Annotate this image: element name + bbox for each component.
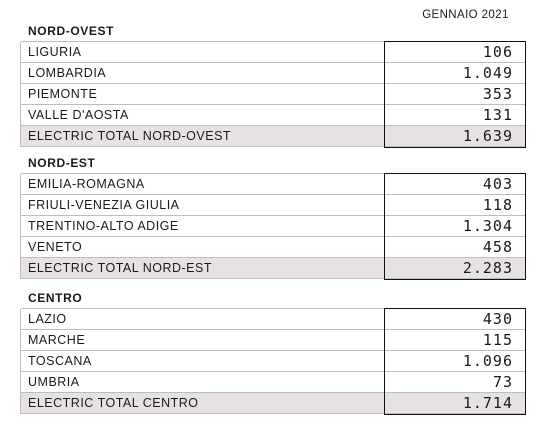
region-table	[21, 308, 525, 414]
region-label: EMILIA-ROMAGNA	[28, 177, 145, 191]
table-row	[21, 105, 525, 126]
total-label: ELECTRIC TOTAL CENTRO	[28, 396, 199, 410]
table-row	[21, 309, 525, 330]
region-value: 353	[482, 85, 513, 103]
region-label: LIGURIA	[28, 45, 82, 59]
region-label: TRENTINO-ALTO ADIGE	[28, 219, 179, 233]
section-nord-est	[21, 153, 525, 279]
section-title: NORD-OVEST	[28, 24, 115, 38]
total-label: ELECTRIC TOTAL NORD-EST	[28, 261, 212, 275]
total-value: 2.283	[462, 259, 513, 277]
region-value: 1.096	[462, 352, 513, 370]
total-label: ELECTRIC TOTAL NORD-OVEST	[28, 129, 232, 143]
region-label: LOMBARDIA	[28, 66, 107, 80]
region-label: MARCHE	[28, 333, 86, 347]
region-value: 403	[482, 175, 513, 193]
total-row	[21, 258, 525, 279]
total-value: 1.639	[462, 127, 513, 145]
table-row	[21, 216, 525, 237]
table-row	[21, 174, 525, 195]
region-value: 1.304	[462, 217, 513, 235]
region-label: FRIULI-VENEZIA GIULIA	[28, 198, 180, 212]
region-label: PIEMONTE	[28, 87, 98, 101]
region-value: 106	[482, 43, 513, 61]
region-label: TOSCANA	[28, 354, 92, 368]
region-value: 73	[492, 373, 513, 391]
region-table	[21, 173, 525, 279]
region-value: 118	[482, 196, 513, 214]
column-header: GENNAIO 2021	[422, 9, 509, 21]
region-label: VALLE D'AOSTA	[28, 108, 129, 122]
region-label: LAZIO	[28, 312, 67, 326]
table-row	[21, 42, 525, 63]
section-centro	[21, 288, 525, 414]
total-row	[21, 126, 525, 147]
region-value: 430	[482, 310, 513, 328]
total-value: 1.714	[462, 394, 513, 412]
region-value: 1.049	[462, 64, 513, 82]
region-table	[21, 41, 525, 147]
region-label: UMBRIA	[28, 375, 80, 389]
region-value: 115	[482, 331, 513, 349]
total-row	[21, 393, 525, 414]
section-title: CENTRO	[28, 291, 83, 305]
region-label: VENETO	[28, 240, 83, 254]
table-row	[21, 195, 525, 216]
table-row	[21, 84, 525, 105]
table-row	[21, 63, 525, 84]
region-value: 131	[482, 106, 513, 124]
section-nord-ovest	[21, 21, 525, 147]
region-value: 458	[482, 238, 513, 256]
table-row	[21, 237, 525, 258]
section-title: NORD-EST	[28, 156, 96, 170]
table-row	[21, 330, 525, 351]
table-row	[21, 351, 525, 372]
table-row	[21, 372, 525, 393]
